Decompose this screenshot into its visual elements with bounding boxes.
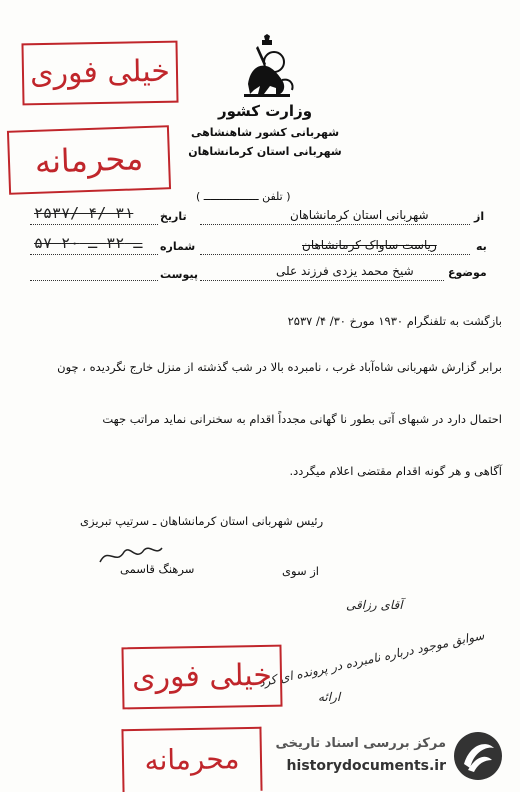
letterhead-line-1: شهربانی کشور شاهنشاهی	[190, 126, 340, 139]
lion-and-sun-emblem-icon	[234, 34, 300, 98]
body-line-4: آگاهی و هر گونه اقدام مقتضی اعلام میگردد.	[289, 464, 502, 478]
watermark	[230, 726, 514, 788]
watermark-title: مرکز بررسی اسناد تاریخی	[275, 736, 446, 751]
date-value: ۲۵۳۷/ ۴/ ۳۱	[34, 204, 134, 222]
number-value: ۵۷ ـ ۳۲ ـ ۲۰	[34, 234, 143, 252]
subject-line	[200, 280, 444, 281]
from-value: شهربانی استان کرمانشاهان	[290, 208, 429, 222]
date-label: تاریخ	[160, 210, 187, 223]
phone-annex: ( تلفن ـــــــــــــــــ )	[196, 190, 291, 203]
signature-title: رئیس شهربانی استان کرمانشاهان ـ سرتیپ تبریزی	[80, 514, 324, 528]
body-line-2: برابر گزارش شهربانی شاه‌آباد غرب ، نامبرده بالا در شب گذشته از منزل خارج نگردیده ، چون	[57, 360, 502, 374]
letterhead-line-2: شهربانی استان کرمانشاهان	[188, 145, 342, 158]
urgent-stamp-bottom: خیلی فوری	[121, 645, 282, 710]
from-label: از	[474, 210, 485, 223]
confidential-stamp-bottom: محرمانه	[121, 727, 262, 792]
watermark-url: historydocuments.ir	[286, 758, 446, 774]
to-label: به	[476, 240, 487, 253]
subject-label: موضوع	[448, 266, 487, 279]
date-line	[30, 224, 158, 225]
attachment-line	[30, 280, 158, 281]
confidential-stamp-top: محرمانه	[7, 125, 171, 195]
body-line-1: بازگشت به تلفنگرام ۱۹۳۰ مورخ ۳۰/ ۴/ ۲۵۳۷	[287, 314, 502, 328]
to-line	[200, 254, 470, 255]
to-value: ریاست ساواک کرمانشاهان	[302, 238, 437, 252]
handwritten-note-1: آقای رزاقی	[346, 598, 403, 612]
number-line	[30, 254, 158, 255]
number-label: شماره	[160, 240, 196, 253]
handwritten-note-2: سوابق موجود درباره نامبرده در پرونده ای کرد	[257, 628, 486, 690]
body-line-3: احتمال دارد در شبهای آتی بطور نا گهانی مجدداً اقدام به سخنرانی نماید مراتب جهت	[102, 412, 502, 426]
from-line	[200, 224, 470, 225]
archive-logo-icon	[452, 730, 504, 782]
from-side-label: از سوی	[282, 564, 319, 578]
subject-value: شیخ محمد یزدی فرزند علی	[276, 264, 414, 278]
signer-name: سرهنگ قاسمی	[120, 562, 195, 576]
ministry-title: وزارت کشور	[217, 102, 313, 120]
urgent-stamp-top: خیلی فوری	[21, 41, 178, 106]
handwritten-note-3: ارائه	[318, 690, 341, 704]
signature-scribble-icon	[96, 540, 166, 570]
attachment-label: پیوست	[160, 268, 198, 281]
